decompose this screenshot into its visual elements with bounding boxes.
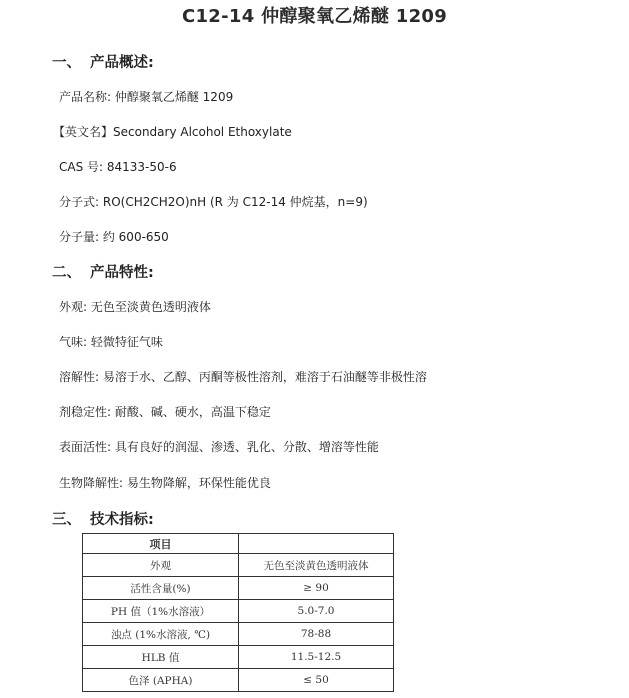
section-heading-properties xyxy=(52,261,154,282)
molecular-weight-line: 分子量: 约 600-650 xyxy=(59,230,169,244)
table-cell-value: 无色至淡黄色透明液体 xyxy=(239,554,394,577)
table-header-cell xyxy=(239,534,394,554)
document-title: C12-14 仲醇聚氧乙烯醚 1209 xyxy=(181,6,448,27)
table-cell-value: 5.0-7.0 xyxy=(239,600,394,623)
section-title: 技术指标: xyxy=(90,512,154,528)
table-cell-item: 浊点 (1%水溶液, ℃) xyxy=(83,623,239,646)
table-cell-value: 78-88 xyxy=(239,623,394,646)
table-row xyxy=(83,577,394,600)
table-row xyxy=(83,554,394,577)
section-number: 二、 xyxy=(52,265,81,281)
appearance-line: 外观: 无色至淡黄色透明液体 xyxy=(59,300,211,314)
table-cell-value: 11.5-12.5 xyxy=(239,646,394,669)
table-cell-item: PH 值（1%水溶液） xyxy=(83,600,239,623)
section-title: 产品特性: xyxy=(90,265,154,281)
section-heading-specifications xyxy=(52,508,154,529)
table-cell-item: 活性含量(%) xyxy=(83,577,239,600)
table-cell-value: ≥ 90 xyxy=(239,577,394,600)
english-name-line: 【英文名】Secondary Alcohol Ethoxylate xyxy=(53,125,292,139)
table-row xyxy=(83,600,394,623)
table-cell-item: 色泽 (APHA) xyxy=(83,669,239,692)
table-header-row xyxy=(83,534,394,554)
section-number: 三、 xyxy=(52,512,81,528)
biodegradability-line: 生物降解性: 易生物降解，环保性能优良 xyxy=(59,476,271,490)
section-title: 产品概述: xyxy=(90,55,154,71)
section-heading-overview xyxy=(52,51,154,72)
table-cell-item: HLB 值 xyxy=(83,646,239,669)
molecular-formula-line: 分子式: RO(CH2CH2O)nH (R 为 C12-14 仲烷基，n=9) xyxy=(59,195,368,209)
table-header-cell: 项目 xyxy=(83,534,239,554)
stability-line: 剂稳定性: 耐酸、碱、硬水，高温下稳定 xyxy=(59,405,271,419)
cas-number-line: CAS 号: 84133-50-6 xyxy=(59,160,177,174)
table-row xyxy=(83,623,394,646)
product-name-line: 产品名称: 仲醇聚氧乙烯醚 1209 xyxy=(59,90,234,104)
section-number: 一、 xyxy=(52,55,81,71)
table-row xyxy=(83,646,394,669)
table-cell-value: ≤ 50 xyxy=(239,669,394,692)
table-row xyxy=(83,669,394,692)
solubility-line: 溶解性: 易溶于水、乙醇、丙酮等极性溶剂，难溶于石油醚等非极性溶 xyxy=(59,370,427,384)
spec-table xyxy=(82,533,394,692)
table-cell-item: 外观 xyxy=(83,554,239,577)
surface-activity-line: 表面活性: 具有良好的润湿、渗透、乳化、分散、增溶等性能 xyxy=(59,440,379,454)
odor-line: 气味: 轻微特征气味 xyxy=(59,335,163,349)
